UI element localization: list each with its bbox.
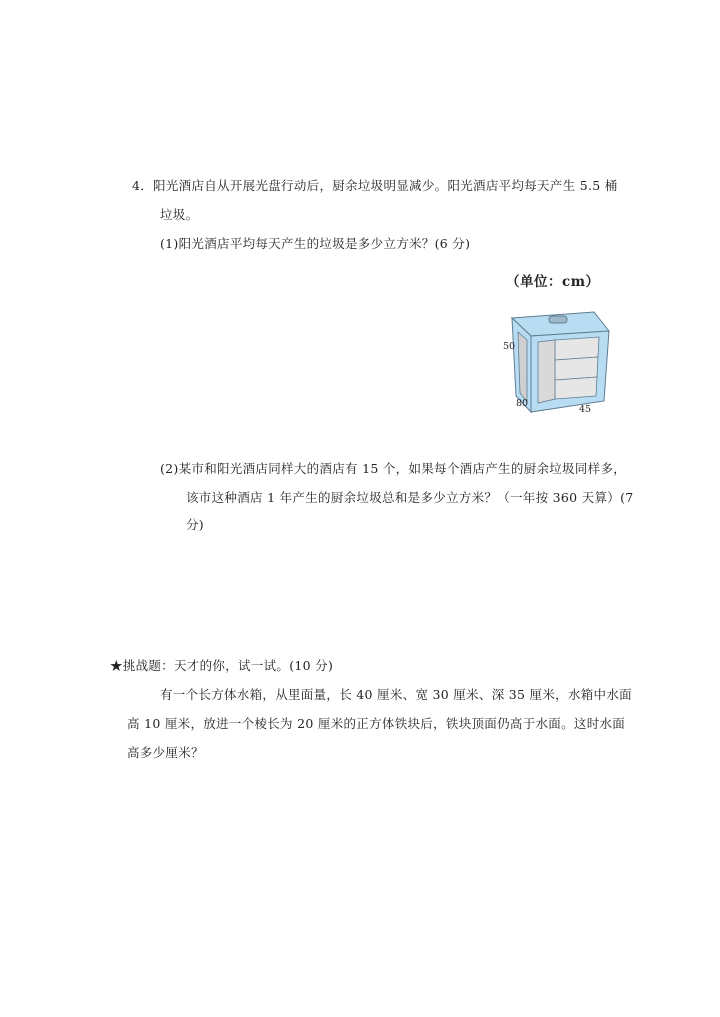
challenge-line-3: 高多少厘米？ [127,745,204,760]
length-label: 80 [516,398,529,409]
question-4-line-2: 垃圾。 [160,207,199,222]
question-4-part-2-line-2: 该市这种酒店 1 年产生的厨余垃圾总和是多少立方米？（一年按 360 天算）(7 [186,490,634,505]
unit-label: （单位：cm） [506,274,600,290]
drawer-bottom [555,377,597,399]
width-label: 45 [579,404,592,415]
height-label: 50 [503,341,516,352]
question-4-part-2-line-3: 分) [186,517,204,532]
drawer-top [555,337,599,360]
question-4-part-2-line-1: (2)某市和阳光酒店同样大的酒店有 15 个，如果每个酒店产生的厨余垃圾同样多， [160,461,627,476]
front-side-panel [538,340,555,403]
challenge-line-2: 高 10 厘米，放进一个棱长为 20 厘米的正方体铁块后，铁块顶面仍高于水面。这时水面 [127,716,626,731]
question-4-line-1: 4．阳光酒店自从开展光盘行动后，厨余垃圾明显减少。阳光酒店平均每天产生 5.5 桶 [132,178,618,193]
challenge-title: ★挑战题：天才的你，试一试。(10 分) [110,658,334,673]
trash-bin-figure [498,305,623,425]
drawer-middle [555,357,598,380]
lid-handle-icon [549,316,567,323]
cuboid-bin-diagram [498,305,623,425]
challenge-line-1: 有一个长方体水箱，从里面量，长 40 厘米、宽 30 厘米、深 35 厘米，水箱中水面 [160,687,632,702]
question-4-part-1: (1)阳光酒店平均每天产生的垃圾是多少立方米？(6 分) [160,236,471,251]
